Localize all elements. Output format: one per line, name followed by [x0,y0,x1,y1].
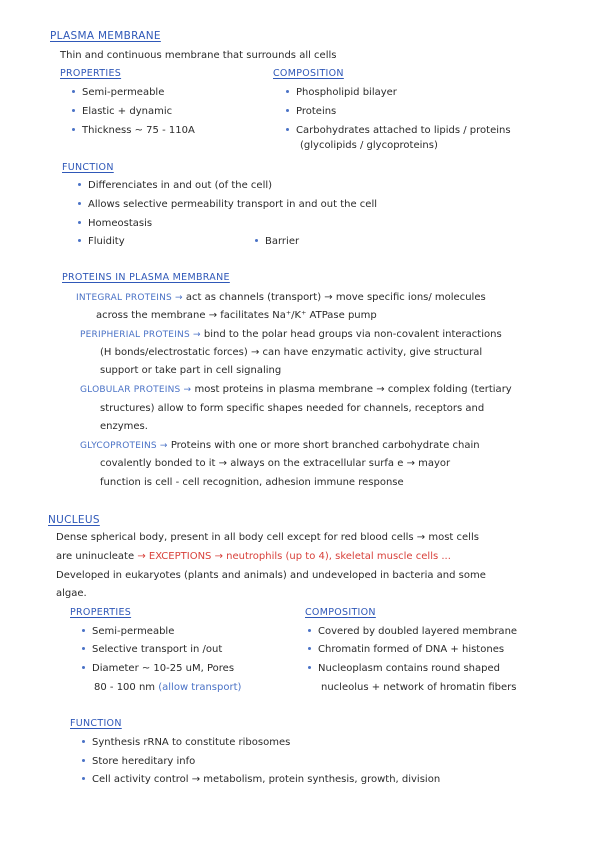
glycoproteins-cont: covalently bonded to it → always on the extracellular surfa e → mayor [100,458,451,469]
plasma-membrane-title: PLASMA MEMBRANE [50,30,161,42]
nucleus-line: Dense spherical body, present in all body cell except for red blood cells → most cells [56,532,479,543]
pores-line: 80 - 100 nm (allow transport) [94,682,242,693]
peripheral-proteins-cont: (H bonds/electrostatic forces) → can have enzymatic activity, give structural [100,347,483,358]
nucleus-composition-title: COMPOSITION [305,607,376,618]
integral-proteins: INTEGRAL PROTEINS → act as channels (transport) → move specific ions/ molecules [76,292,486,303]
list-item: Semi-permeable [82,626,174,637]
list-item: Cell activity control → metabolism, protein synthesis, growth, division [82,774,440,785]
exceptions-text: → EXCEPTIONS → neutrophils (up to 4), skeletal muscle cells ... [137,551,451,562]
list-item: Thickness ~ 75 - 110A [72,125,195,136]
peripheral-proteins-cont: support or take part in cell signaling [100,365,282,376]
list-item: Elastic + dynamic [72,106,172,117]
composition-continued: nucleolus + network of hromatin fibers [321,682,517,693]
peripheral-proteins: PERIPHERIAL PROTEINS → bind to the polar head groups via non-covalent interactions [80,329,502,340]
globular-proteins-cont: enzymes. [100,421,148,432]
nucleus-line: Developed in eukaryotes (plants and animals) and undeveloped in bacteria and some [56,570,486,581]
proteins-title: PROTEINS IN PLASMA MEMBRANE [62,272,230,283]
integral-proteins-cont: across the membrane → facilitates Na⁺/K⁺ ATPase pump [96,310,377,321]
list-item: Synthesis rRNA to constitute ribosomes [82,737,290,748]
list-item: Nucleoplasm contains round shaped [308,663,500,674]
nucleus-title: NUCLEUS [48,514,100,526]
list-item: Proteins [286,106,336,117]
glycoproteins-cont: function is cell - cell recognition, adhesion immune response [100,477,404,488]
plasma-intro: Thin and continuous membrane that surrounds all cells [60,50,337,61]
list-item: Diameter ~ 10-25 uM, Pores [82,663,234,674]
nucleus-line: algae. [56,588,87,599]
globular-proteins: GLOBULAR PROTEINS → most proteins in plasma membrane → complex folding (tertiary [80,384,512,395]
nucleus-line: are uninucleate → EXCEPTIONS → neutrophils (up to 4), skeletal muscle cells ... [56,551,451,562]
plasma-composition-title: COMPOSITION [273,68,344,79]
composition-continued: (glycolipids / glycoproteins) [300,140,438,151]
list-item: Phospholipid bilayer [286,87,397,98]
list-item: Differenciates in and out (of the cell) [78,180,272,191]
list-item: Allows selective permeability transport in and out the cell [78,199,377,210]
nucleus-function-title: FUNCTION [70,718,122,729]
glycoproteins: GLYCOPROTEINS → Proteins with one or more short branched carbohydrate chain [80,440,480,451]
plasma-properties-title: PROPERTIES [60,68,122,79]
list-item: Fluidity [78,236,125,247]
list-item: Covered by doubled layered membrane [308,626,517,637]
list-item: Carbohydrates attached to lipids / proteins [286,125,511,136]
list-item: Semi-permeable [72,87,164,98]
list-item: Barrier [255,236,299,247]
list-item: Store hereditary info [82,756,195,767]
plasma-function-title: FUNCTION [62,162,114,173]
list-item: Selective transport in /out [82,644,222,655]
list-item: Chromatin formed of DNA + histones [308,644,504,655]
list-item: Homeostasis [78,218,152,229]
globular-proteins-cont: structures) allow to form specific shapes needed for channels, receptors and [100,403,485,414]
nucleus-properties-title: PROPERTIES [70,607,132,618]
